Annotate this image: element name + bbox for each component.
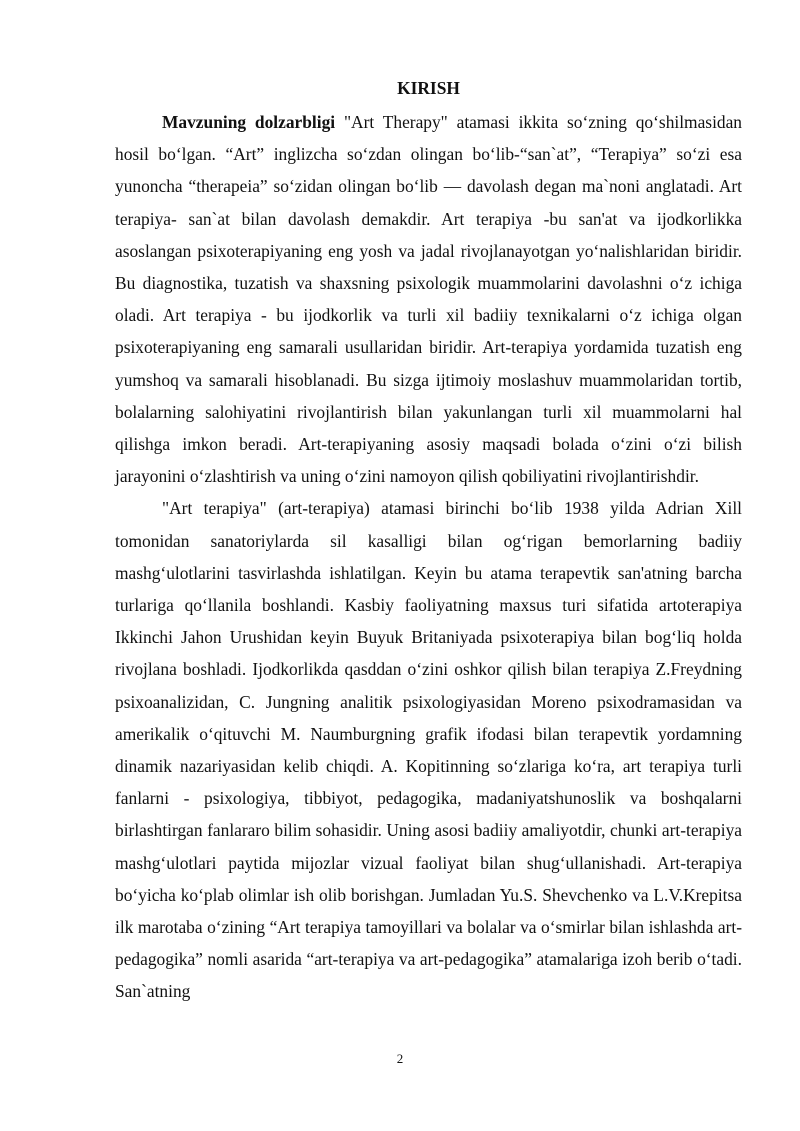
document-page (115, 77, 742, 1008)
paragraph-lead: Mavzuning dolzarbligi (162, 112, 336, 132)
section-title: KIRISH (397, 78, 460, 98)
paragraph-relevance (115, 106, 742, 492)
paragraph-relevance-text: "Art Therapy" atamasi ikkita so‘zning qo‘shilmasidan hosil bo‘lgan. “Art” inglizcha so‘zdan olingan bo‘lib-“san`at”, “Terapiya” so‘zi esa yunoncha “therapeia” so‘zidan olingan bo‘lib — davolash degan ma`noni anglatadi. Art terapiya- san`at bilan davolash demakdir. Art terapiya -bu san'at va ijodkorlikka asoslangan psixoterapiyaning eng yosh va jadal rivojlanayotgan yo‘nalishlaridan biridir. Bu diagnostika, tuzatish va shaxsning psixologik muammolarini davolashni o‘z ichiga oladi. Art terapiya - bu ijodkorlik va turli xil badiiy texnikalarni o‘z ichiga olgan psixoterapiyaning eng samarali usullaridan biridir. Art-terapiya yordamida tuzatish eng yumshoq va samarali hisoblanadi. Bu sizga ijtimoiy moslashuv muammolaridan tortib, bolalarning salohiyatini rivojlantirish bilan yakunlangan turli xil muammolarni hal qilishga imkon beradi. Art-terapiyaning asosiy maqsadi bolada o‘zini o‘zi bilish jarayonini o‘zlashtirish va uning o‘zini namoyon qilish qobiliyatini rivojlantirishdir. (115, 112, 743, 487)
page-number: 2 (396, 1051, 404, 1066)
paragraph-history: "Art terapiya" (art-terapiya) atamasi birinchi bo‘lib 1938 yilda Adrian Xill tomonidan sanatoriylarda sil kasalligi bilan og‘rigan bemorlarning badiiy mashg‘ulotlarini tasvirlashda ishlatilgan. Keyin bu atama terapevtik san'atning barcha turlariga qo‘llanila boshlandi. Kasbiy faoliyatning maxsus turi sifatida artoterapiya Ikkinchi Jahon Urushidan keyin Buyuk Britaniyada psixoterapiya bilan bog‘liq holda rivojlana boshladi. Ijodkorlikda qasddan o‘zini oshkor qilish bilan terapiya Z.Freydning psixoanalizidan, C. Jungning analitik psixologiyasidan Moreno psixodramasidan va amerikalik o‘qituvchi M. Naumburgning grafik ifodasi bilan terapevtik yordamning dinamik nazariyasidan kelib chiqdi. A. Kopitinning so‘zlariga ko‘ra, art terapiya turli fanlarni - psixologiya, tibbiyot, pedagogika, madaniyatshunoslik va boshqalarni birlashtirgan fanlararo bilim sohasidir. Uning asosi badiiy amaliyotdir, chunki art-terapiya mashg‘ulotlari paytida mijozlar vizual faoliyat bilan shug‘ullanishadi. Art-terapiya bo‘yicha ko‘plab olimlar ish olib borishgan. Jumladan Yu.S. Shevchenko va L.V.Krepitsa ilk marotaba o‘zining “Art terapiya tamoyillari va bolalar va o‘smirlar bilan ishlashda art-pedagogika” nomli asarida “art-terapiya va art-pedagogika” atamalariga izoh berib o‘tadi. San`atning (115, 498, 742, 1002)
